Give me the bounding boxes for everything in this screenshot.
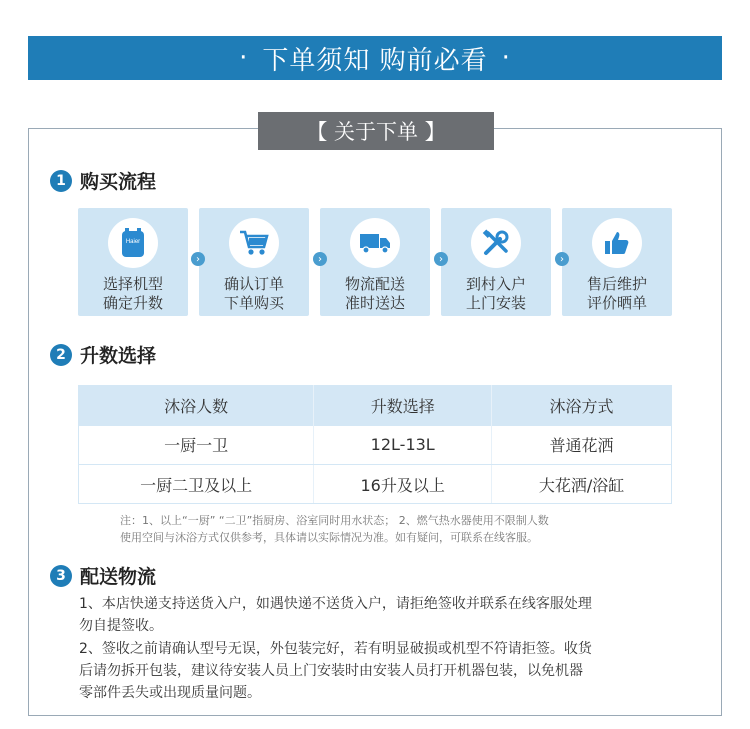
section-title: 购买流程 — [80, 171, 157, 193]
thumbs-up-icon — [592, 218, 642, 268]
step-arrow: › — [555, 252, 569, 266]
table-row — [79, 426, 672, 465]
header-banner — [28, 36, 722, 80]
purchase-steps — [78, 208, 672, 316]
step-label-line1: 确认订单 — [223, 275, 284, 293]
banner-title: 下单须知 购前必看 — [262, 45, 488, 76]
table-cell: 大花洒/浴缸 — [492, 465, 672, 504]
step-arrow: › — [313, 252, 327, 266]
step-label-line1: 售后维护 — [586, 275, 647, 293]
table-cell: 一厨一卫 — [79, 426, 314, 465]
step-card-aftersales — [562, 208, 672, 316]
step-card-delivery — [320, 208, 430, 316]
section-number: 3 — [50, 565, 72, 587]
paragraph-line: 1、本店快递支持送货入户，如遇快递不送货入户，请拒绝签收并联系在线客服处理 — [79, 596, 592, 612]
section-heading-capacity — [50, 341, 156, 368]
step-arrow: › — [434, 252, 448, 266]
table-row — [79, 465, 672, 504]
paragraph-line: 2、签收之前请确认型号无误，外包装完好，若有明显破损或机型不符请拒签。收货 — [79, 641, 592, 657]
table-header-row — [79, 386, 672, 426]
section-heading-purchase — [50, 167, 156, 194]
table-cell: 普通花洒 — [492, 426, 672, 465]
svg-text:Haier: Haier — [125, 239, 141, 245]
step-label-line1: 选择机型 — [102, 275, 163, 293]
delivery-paragraph-1 — [79, 593, 659, 637]
step-card-install — [441, 208, 551, 316]
step-card-order — [199, 208, 309, 316]
table-header-cell: 沐浴方式 — [492, 386, 672, 426]
table-note — [120, 512, 640, 546]
table-cell: 12L-13L — [314, 426, 492, 465]
step-label-line1: 到村入户 — [465, 275, 526, 293]
tools-icon — [471, 218, 521, 268]
table-cell: 一厨二卫及以上 — [79, 465, 314, 504]
water-heater-icon — [108, 218, 158, 268]
paragraph-line: 后请勿拆开包装，建议待安装人员上门安装时由安装人员打开机器包装，以免机器 — [79, 663, 583, 679]
section-tab: 【 关于下单 】 — [258, 112, 494, 150]
section-number: 1 — [50, 170, 72, 192]
note-line: 注：1、以上“一厨” “二卫”指厨房、浴室同时用水状态； 2、燃气热水器使用不限制人数 — [120, 514, 549, 527]
step-label-line2: 确定升数 — [102, 294, 163, 312]
step-arrow: › — [191, 252, 205, 266]
delivery-truck-icon — [350, 218, 400, 268]
delivery-paragraph-2 — [79, 638, 659, 704]
paragraph-line: 零部件丢失或出现质量问题。 — [79, 685, 261, 701]
step-label-line2: 下单购买 — [223, 294, 284, 312]
banner-dot-left: · — [239, 43, 249, 73]
table-cell: 16升及以上 — [314, 465, 492, 504]
step-label-line2: 上门安装 — [465, 294, 526, 312]
section-title: 配送物流 — [80, 566, 157, 588]
section-title: 升数选择 — [80, 345, 157, 367]
step-label-line2: 准时送达 — [344, 294, 405, 312]
shopping-cart-icon — [229, 218, 279, 268]
table-header-cell: 沐浴人数 — [79, 386, 314, 426]
step-card-choose — [78, 208, 188, 316]
section-number: 2 — [50, 344, 72, 366]
step-label-line2: 评价晒单 — [586, 294, 647, 312]
step-label-line1: 物流配送 — [344, 275, 405, 293]
note-line: 使用空间与沐浴方式仅供参考，具体请以实际情况为准。如有疑问，可联系在线客服。 — [120, 531, 538, 544]
section-heading-delivery — [50, 562, 156, 589]
banner-dot-right: · — [501, 43, 511, 73]
table-header-cell: 升数选择 — [314, 386, 492, 426]
capacity-table — [78, 385, 672, 504]
paragraph-line: 勿自提签收。 — [79, 618, 163, 634]
